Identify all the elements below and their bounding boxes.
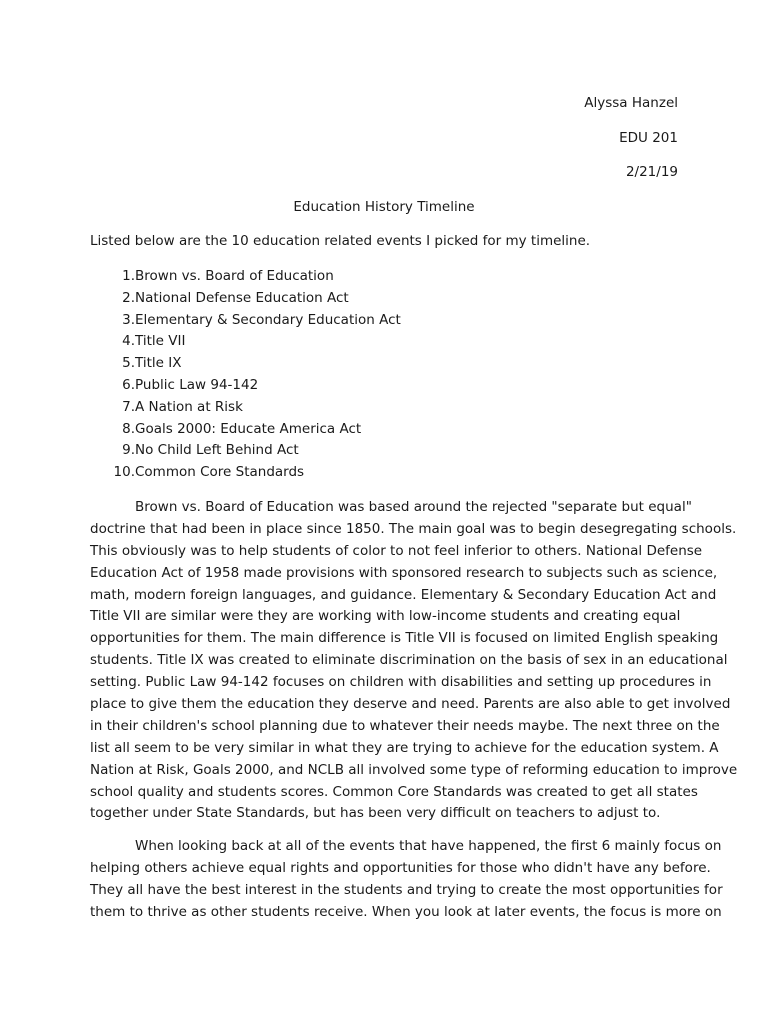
list-item-text: Common Core Standards (135, 464, 305, 481)
paragraph-line: When looking back at all of the events that have happened, the first 6 mainly focus on (135, 838, 722, 854)
list-number: 8. (122, 420, 135, 437)
list-number: 7. (122, 398, 135, 415)
paragraph-line: This obviously was to help students of color to not feel inferior to others. National Defense (90, 542, 703, 559)
paragraph-line: opportunities for them. The main difference is Title VII is focused on limited English speaking (90, 630, 719, 647)
paragraph-line: helping others achieve equal rights and opportunities for those who didn't have any before. (90, 859, 711, 876)
list-item (90, 374, 401, 396)
list-item-text: Brown vs. Board of Education (135, 268, 334, 284)
list-number: 9. (122, 442, 135, 459)
paragraph-line: together under State Standards, but has been very difficult on teachers to adjust to. (90, 805, 661, 822)
list-item-text: Public Law 94-142 (135, 376, 259, 393)
list-item-text: Title IX (135, 355, 182, 372)
list-item (90, 309, 401, 331)
author-header (584, 92, 678, 196)
paragraph-line: in their children's school planning due to whatever their needs maybe. The next three on the (90, 717, 720, 734)
list-item (90, 352, 401, 374)
list-item-text: A Nation at Risk (135, 398, 243, 415)
list-item (90, 439, 401, 461)
paragraph-line: doctrine that had been in place since 1850. The main goal was to begin desegregating schools. (90, 520, 737, 537)
paragraph-line: Brown vs. Board of Education was based around the rejected "separate but equal" (135, 499, 692, 515)
list-item-text: No Child Left Behind Act (135, 442, 299, 459)
paragraph-line: students. Title IX was created to eliminate discrimination on the basis of sex in an educational (90, 652, 728, 669)
list-item-text: Title VII (135, 333, 186, 350)
body-paragraph-1 (90, 497, 738, 825)
paragraph-line: Title VII are similar were they are working with low-income students and creating equal (90, 608, 681, 625)
paragraph-line: math, modern foreign languages, and guidance. Elementary & Secondary Education Act and (90, 586, 717, 603)
paragraph-line: They all have the best interest in the students and trying to create the most opportunities for (90, 881, 723, 898)
document-title: Education History Timeline (293, 199, 475, 215)
author-name: Alyssa Hanzel (584, 95, 678, 111)
paragraph-line: place to give them the education they deserve and need. Parents are also able to get involved (90, 696, 731, 713)
list-item-text: Goals 2000: Educate America Act (135, 420, 362, 437)
list-number: 2. (122, 289, 135, 306)
list-item-text: National Defense Education Act (135, 289, 349, 306)
paragraph-line: Nation at Risk, Goals 2000, and NCLB all involved some type of reforming education to improve (90, 761, 738, 778)
list-number: 3. (122, 311, 135, 328)
list-number: 1. (122, 268, 135, 284)
list-number: 10. (113, 464, 135, 481)
paragraph-line: school quality and students scores. Common Core Standards was created to get all states (90, 783, 698, 800)
paragraph-line: them to thrive as other students receive. When you look at later events, the focus is more on (90, 903, 722, 920)
body-paragraph-2 (90, 836, 723, 924)
event-list (90, 265, 401, 483)
list-item (90, 461, 401, 483)
course-code: EDU 201 (619, 129, 678, 146)
list-number: 6. (122, 376, 135, 393)
list-item (90, 396, 401, 418)
paragraph-line: Education Act of 1958 made provisions with sponsored research to subjects such as science, (90, 564, 718, 581)
list-item (90, 330, 401, 352)
paragraph-line: list all seem to be very similar in what they are trying to achieve for the education system. A (90, 739, 719, 756)
paragraph-line: setting. Public Law 94-142 focuses on children with disabilities and setting up procedures in (90, 674, 712, 691)
list-item-text: Elementary & Secondary Education Act (135, 311, 401, 328)
intro-sentence: Listed below are the 10 education related events I picked for my timeline. (90, 233, 591, 249)
document-date: 2/21/19 (625, 164, 678, 180)
list-number: 4. (122, 333, 135, 350)
list-item (90, 265, 401, 287)
list-item (90, 287, 401, 309)
list-number: 5. (122, 355, 135, 372)
list-item (90, 418, 401, 440)
